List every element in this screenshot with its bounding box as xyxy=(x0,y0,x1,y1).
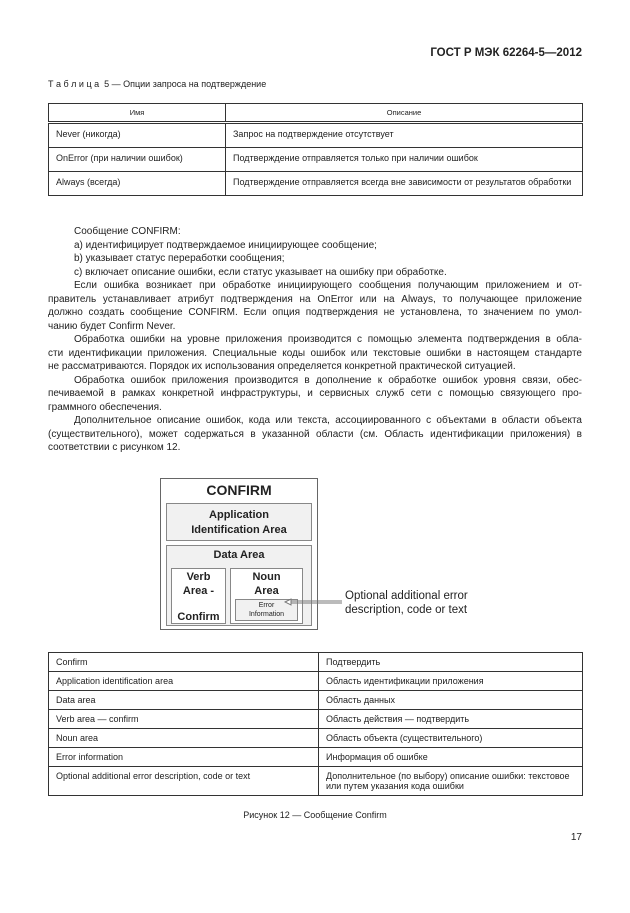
error-info-label: Information xyxy=(248,611,285,618)
name-cell: Verb area — confirm xyxy=(49,710,319,729)
figure-caption: Рисунок 12 — Сообщение Confirm xyxy=(243,810,387,820)
description-cell: Дополнительное (по выбору) описание ошибки: текстовое или путем указания кода ошибки xyxy=(319,767,583,796)
description-cell: Запрос на подтверждение отсутствует xyxy=(226,123,583,148)
paragraph xyxy=(48,333,582,374)
column-header: Описание xyxy=(226,104,583,123)
paragraph xyxy=(48,225,582,239)
table-row xyxy=(49,748,583,767)
paragraph xyxy=(48,414,582,455)
description-cell: Подтверждение отправляется всегда вне зависимости от результатов обработки xyxy=(226,172,583,196)
column-header: Имя xyxy=(49,104,226,123)
body-text xyxy=(48,225,582,455)
paragraph xyxy=(48,374,582,415)
app-identification-area xyxy=(166,503,312,541)
text-line: Сообщение CONFIRM: xyxy=(74,226,181,237)
error-info-label: Error xyxy=(258,602,275,609)
verb-area-label: Confirm xyxy=(177,611,220,623)
noun-area xyxy=(230,568,303,624)
text-line: граммного обеспечения. xyxy=(48,401,162,413)
name-cell: Error information xyxy=(49,748,319,767)
description-cell: Область действия — подтвердить xyxy=(319,710,583,729)
paragraph xyxy=(48,239,582,253)
table-row xyxy=(49,148,583,172)
text-line: чанию будет Confirm Never. xyxy=(48,320,176,332)
name-cell: Optional additional error description, code or text xyxy=(49,767,319,796)
table-row xyxy=(49,172,583,196)
noun-area-label: Noun xyxy=(252,571,281,583)
name-cell: Always (всегда) xyxy=(49,172,226,196)
text-line: Если ошибка возникает при обработке инициирующего сообщения получающим приложением и от- xyxy=(74,280,582,291)
text-line: соответствии с рисунком 12. xyxy=(48,442,181,453)
text-line: правитель устанавливает атрибут подтверждения на OnError или на Always, то получающее приложение xyxy=(48,293,582,305)
name-cell: Noun area xyxy=(49,729,319,748)
name-cell: Never (никогда) xyxy=(49,123,226,148)
annotation-line: description, code or text xyxy=(345,604,468,616)
table-row xyxy=(49,729,583,748)
name-cell: Data area xyxy=(49,691,319,710)
text-line: Обработка ошибки на уровне приложения производится с помощью элемента подтверждения в обла- xyxy=(74,334,582,345)
description-cell: Область идентификации приложения xyxy=(319,672,583,691)
paragraph xyxy=(48,279,582,333)
app-area-label: Identification Area xyxy=(191,524,287,536)
text-line: не рассматриваются. Порядок их использования определяется конкретной практической ситуацией. xyxy=(48,361,516,372)
table-row xyxy=(49,710,583,729)
text-line: b) указывает статус переработки сообщения; xyxy=(74,253,285,264)
paragraph xyxy=(48,252,582,266)
description-cell: Информация об ошибке xyxy=(319,748,583,767)
paragraph xyxy=(48,266,582,280)
app-area-label: Application xyxy=(209,509,269,521)
table-row xyxy=(49,123,583,148)
text-line: а) идентифицирует подтверждаемое инициирующее сообщение; xyxy=(74,239,377,251)
description-cell: Подтверждение отправляется только при наличии ошибок xyxy=(226,148,583,172)
description-cell: Область объекта (существительного) xyxy=(319,729,583,748)
data-area xyxy=(166,545,312,626)
table-caption: Т а б л и ц а 5 — Опции запроса на подтверждение xyxy=(48,79,267,89)
name-cell: OnError (при наличии ошибок) xyxy=(49,148,226,172)
verb-area-label: Area - xyxy=(182,585,215,597)
text-line: печиваемой в рамках конкретной инфраструктуры, и сервисных служб сети с помощью связующего про- xyxy=(48,388,582,399)
table-header-row xyxy=(49,104,583,123)
table-row xyxy=(49,767,583,796)
annotation-line: Optional additional error xyxy=(345,590,468,602)
verb-area xyxy=(171,568,226,624)
table-row xyxy=(49,672,583,691)
text-line: сти идентификации приложения. Специальные коды ошибок или текстовые ошибки в настоящем стандарте xyxy=(48,347,582,359)
text-line: должно создать сообщение CONFIRM. Если опция подтверждения не установлена, то значением по умол- xyxy=(48,307,582,318)
description-cell: Область данных xyxy=(319,691,583,710)
diagram-annotation xyxy=(345,589,468,617)
verb-area-label: Verb xyxy=(186,571,211,583)
arrow-icon xyxy=(284,597,344,607)
description-cell: Подтвердить xyxy=(319,653,583,672)
page-number: 17 xyxy=(570,832,582,843)
text-line: (существительного), может содержаться в указанной области (см. Область идентификации приложения) в xyxy=(48,428,582,440)
text-line: с) включает описание ошибки, если статус указывает на ошибку при обработке. xyxy=(74,266,447,278)
document-header: ГОСТ Р МЭК 62264-5—2012 xyxy=(430,47,582,59)
noun-area-label: Area xyxy=(254,585,279,597)
diagram-title: CONFIRM xyxy=(206,482,272,498)
data-area-label: Data Area xyxy=(213,549,265,561)
name-cell: Application identification area xyxy=(49,672,319,691)
text-line: Обработка ошибок приложения производится в дополнение к обработке ошибок уровня связи, обес- xyxy=(74,374,582,386)
figure-legend-table xyxy=(48,652,583,796)
confirm-diagram xyxy=(160,478,318,630)
request-options-table xyxy=(48,103,583,196)
text-line: Дополнительное описание ошибок, кода или текста, ассоциированного с объектами в области объекта xyxy=(74,415,582,426)
table-row xyxy=(49,691,583,710)
name-cell: Confirm xyxy=(49,653,319,672)
table-row xyxy=(49,653,583,672)
